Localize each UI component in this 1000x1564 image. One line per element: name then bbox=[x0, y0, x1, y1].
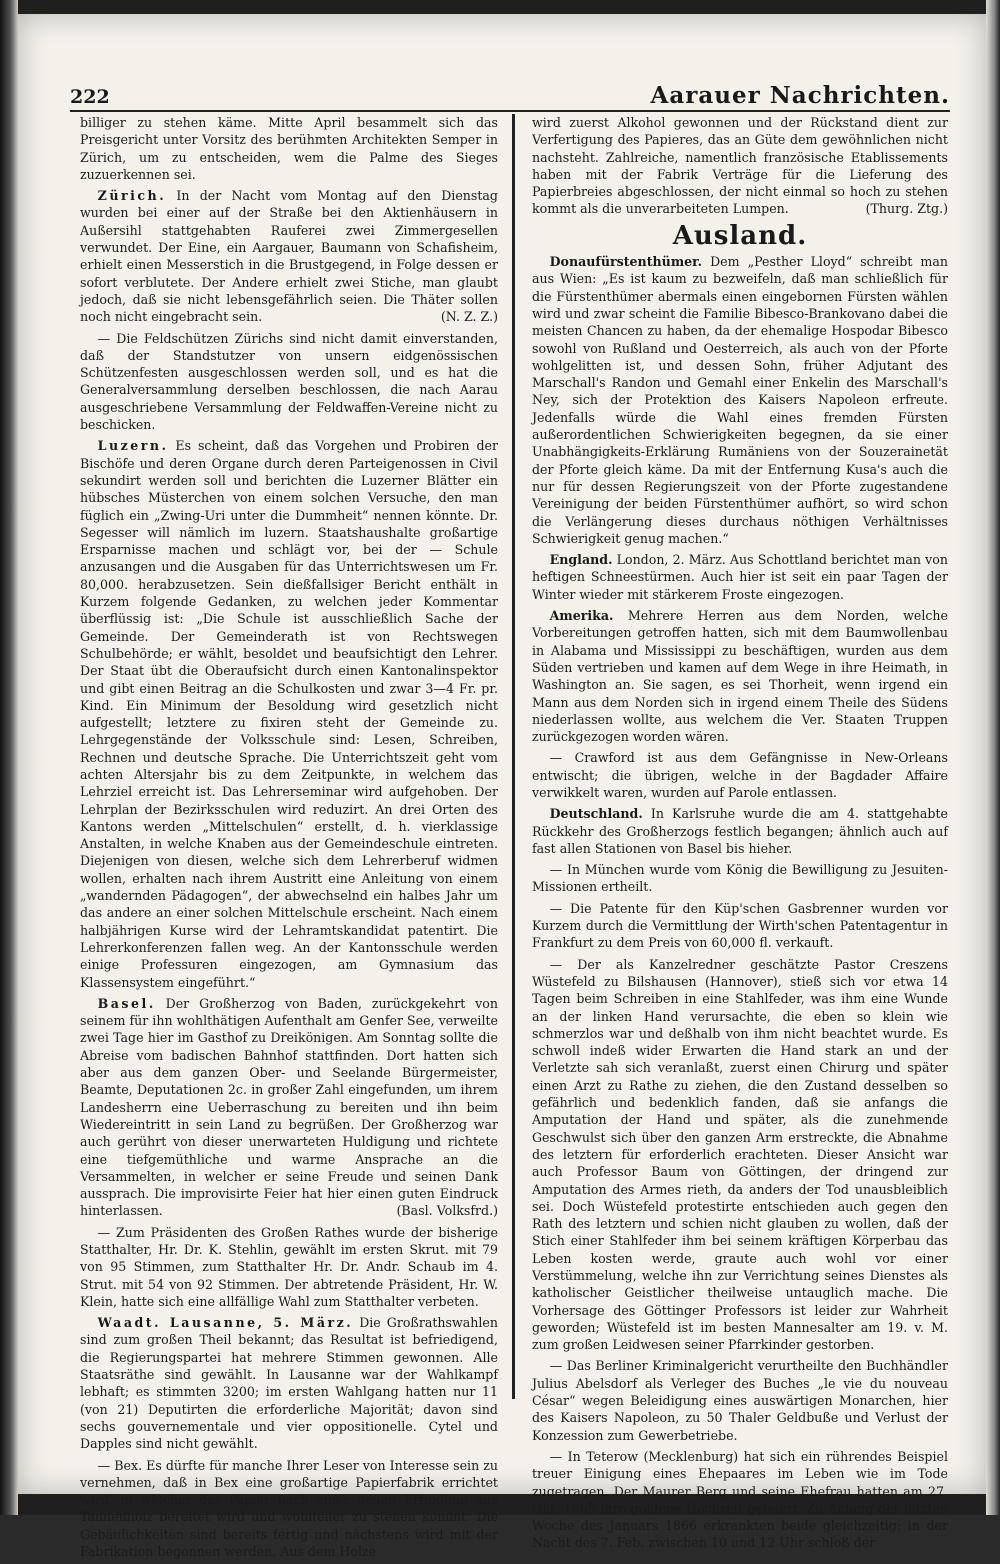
article-kicker: Deutschland. bbox=[549, 806, 643, 822]
article-england bbox=[532, 551, 948, 603]
section-title-ausland: Ausland. bbox=[672, 220, 808, 251]
article-paragraph: — Die Patente für den Küp'schen Gasbrenner wurden vor Kurzem durch die Vermittlung der Wirth'schen Patentagentur in Frankfurt zu dem Preis von 60,000 fl. verkauft. bbox=[532, 900, 948, 951]
left-binding-edge bbox=[0, 0, 18, 1515]
article-text: London, 2. März. Aus Schottland berichtet man von heftigen Schneestürmen. Auch hier ist seit ein paar Tagen der Winter wieder mit stärkerem Froste eingezogen. bbox=[532, 552, 948, 602]
article-paragraph: — Die Feldschützen Zürichs sind nicht damit einverstanden, daß der Standstutzer von unsern eidgenössischen Schützenfesten ausgeschlossen werden soll, und es hat die Generalversammlung derselben beschlossen, die nach Aarau ausgeschriebene Versammlung der Feldwaffen-Vereine nicht zu beschicken. bbox=[80, 330, 498, 433]
article-text: Die Großrathswahlen sind zum großen Theil bekannt; das Resultat ist befriedigend, die Regierungspartei hat mehrere Stimmen gewonnen. Alle Staatsräthe sind gewählt. In Lausanne war der Wahlkampf lebhaft; es stimmten 3200; im ersten Wahlgang hatten nur 11 (von 21) Deputirten die erforderliche Majorität; davon sind sechs gouvernementale und vier oppositionelle. Cytel und Dapples sind nicht gewählt. bbox=[80, 1315, 498, 1452]
article-amerika bbox=[532, 607, 948, 745]
article-kicker: Amerika. bbox=[549, 608, 614, 624]
article-kicker: Donaufürstenthümer. bbox=[549, 254, 703, 270]
article-paragraph: — Bex. Es dürfte für manche Ihrer Leser von Interesse sein zu vernehmen, daß in Bex eine großartige Papierfabrik errichtet wird, in welcher das Papier nach einer neuen Erfindung aus Tannenholz bereitet wird und wohlfeiler zu stehen kommt. Die Gebäulichkeiten sind bereits fertig und nächstens wird mit der Fabrikation begonnen werden. Aus dem Holze bbox=[80, 1457, 498, 1560]
right-column bbox=[532, 114, 948, 1556]
article-source: (N. Z. Z.) bbox=[440, 309, 498, 325]
article-zuerich bbox=[80, 187, 498, 325]
masthead-title: Aarauer Nachrichten. bbox=[650, 82, 950, 109]
article-paragraph: — In München wurde vom König die Bewilligung zu Jesuiten-Missionen ertheilt. bbox=[532, 862, 948, 895]
article-source: (Thurg. Ztg.) bbox=[865, 201, 948, 217]
article-paragraph: — Der als Kanzelredner geschätzte Pastor Creszens Wüstefeld zu Bilshausen (Hannover), stieß sich vor etwa 14 Tagen beim Schreiben in eine Stahlfeder, was ihm eine Wunde an der linken Hand verursachte, die eben so klein wie schmerzlos war und deßhalb von ihm nicht beachtet wurde. Es schwoll indeß wider Erwarten die Hand stark an und der Verletzte sah sich veranlaßt, zuerst einen Chirurg und später einen Arzt zu Rathe zu ziehen, die den Zustand desselben so gefährlich und bedenklich fanden, daß sie anfangs die Amputation der Hand und später, als die zunehmende Geschwulst sich über den ganzen Arm erstreckte, die Abnahme des letztern für erforderlich erachteten. Dieser Ansicht war auch Professor Baum von Göttingen, der dringend zur Amputation des Armes rieth, da anders der Tod unausbleiblich sei. Doch Wüstefeld protestirte entschieden auch gegen den Rath des letztern und schien nicht glauben zu wollen, daß der Stich einer Stahlfeder ihm bei seinem kräftigen Körperbau das Leben kosten werde, graute auch wohl vor einer Verstümmelung, welche ihn zur Verrichtung seines Dienstes als katholischer Geistlicher theilweise untauglich mache. Die Vorhersage des Göttinger Professors ist leider zur Wahrheit geworden; Wüstefeld ist im besten Mannesalter am 19. v. M. zum großen Leidwesen seiner Pfarrkinder gestorben. bbox=[532, 956, 948, 1353]
article-kicker: Waadt. Lausanne, 5. März. bbox=[97, 1315, 354, 1331]
article-kicker: Zürich. bbox=[97, 188, 167, 204]
article-text: Der Großherzog von Baden, zurückgekehrt von seinem für ihn wohlthätigen Aufenthalt am Genfer See, verweilte zwei Tage hier im Gasthof zu Dreikönigen. Am Sonntag sollte die Abreise vom badischen Bahnhof stattfinden. Dort hatten sich aber aus dem ganzen Ober- und Seelande Bürgermeister, Beamte, Deputationen 2c. in großer Zahl eingefunden, um ihrem Landesherrn eine Ueberraschung zu bereiten und ihn beim Wiedereintritt in sein Land zu begrüßen. Der Großherzog war auch gerührt von dieser unerwarteten Huldigung und richtete eine tiefgemüthliche und warme Ansprache an die Versammelten, in welcher er seine Freude und seinen Dank aussprach. Die improvisirte Feier hat hier einen guten Eindruck hinterlassen. bbox=[80, 995, 498, 1219]
article-text: In der Nacht vom Montag auf den Dienstag wurden bei einer auf der Straße bei den Aktienhäusern in Außersihl stattgehabten Rauferei zwei Zimmergesellen verwundet. Der Eine, ein Aargauer, Baumann von Schafisheim, erhielt einen Messerstich in die Brustgegend, in Folge dessen er sofort verblutete. Der Andere erhielt zwei Stiche, man glaubt jedoch, daß sie nicht lebensgefährlich seien. Die Thäter sollen noch nicht eingebracht sein. bbox=[80, 188, 498, 325]
article-waadt bbox=[80, 1314, 498, 1452]
page-number: 222 bbox=[70, 86, 110, 108]
article-donau bbox=[532, 253, 948, 547]
article-text: wird zuerst Alkohol gewonnen und der Rückstand dient zur Verfertigung des Papieres, das an Güte dem gewöhnlichen nicht nachsteht. Zahlreiche, namentlich französische Etablissements haben mit der Fabrik Verträge für die Lieferung des Papierbreies abgeschlossen, der nicht einmal so hoch zu stehen kommt als die unverarbeiteten Lumpen. bbox=[532, 115, 948, 217]
article-paragraph: billiger zu stehen käme. Mitte April besammelt sich das Preisgericht unter Vorsitz des berühmten Architekten Semper in Zürich, um zu entscheiden, wem die Palme des Sieges zuzuerkennen sei. bbox=[80, 115, 498, 182]
article-text: Es scheint, daß das Vorgehen und Probiren der Bischöfe und deren Organe durch deren Parteigenossen in Civil sekundirt werden soll und berichten die Luzerner Blätter ein hübsches Müsterchen von einem solchen Versuche, den man füglich ein „Zwing-Uri unter die Dummheit“ nennen könnte. Dr. Segesser will nämlich im luzern. Staatshaushalte großartige Ersparnisse machen und schlägt vor, bei der — Schule anzusangen und die Ausgaben für das Unterrichtswesen um Fr. 80,000. herabzusetzen. Sein dießfallsiger Bericht enthält in Kurzem folgende Gedanken, zu welchen jeder Kommentar überflüssig ist: „Die Schule ist ausschließlich Sache der Gemeinde. Der Gemeinderath ist von Rechtswegen Schulbehörde; er wählt, besoldet und beaufsichtigt den Lehrer. Der Staat übt die Oberaufsicht durch einen Kantonalinspektor und gibt einen Beitrag an die Schulkosten und zwar 3—4 Fr. pr. Kind. Ein Minimum der Besoldung wird gesetzlich nicht aufgestellt; letztere zu fixiren steht der Gemeinde zu. Lehrgegenstände der Volksschule sind: Lesen, Schreiben, Rechnen und deutsche Sprache. Die Unterrichtszeit geht vom achten Altersjahr bis zu dem Zeitpunkte, in welchem das Lehrziel erreicht ist. Das Lehrerseminar wird aufgehoben. Der Lehrplan der Bezirksschulen wird reduzirt. An drei Orten des Kantons werden „Mittelschulen“ erstellt, d. h. vierklassige Anstalten, in welche Knaben aus der Gemeindeschule eintreten. Diejenigen von diesen, welche sich dem Lehrerberuf widmen wollen, erhalten nach ihrem Austritt eine Anleitung von einem „wandernden Pädagogen“, der abwechselnd ein halbes Jahr um das andere an einer solchen Mittelschule erscheint. Nach einem halbjährigen Kurse wird der Lehramtskandidat patentirt. Die Lehrerkonferenzen fallen weg. An der Kantonsschule werden einige Professuren eingezogen, am Gymnasium das Klassensystem eingeführt.“ bbox=[80, 438, 498, 990]
article-text: Mehrere Herren aus dem Norden, welche Vorbereitungen getroffen hatten, sich mit dem Baumwollenbau in Alabama und Mississippi zu beschäftigen, wurden aus dem Süden vertrieben und kamen auf dem Wege in ihre Heimath, in Washington an. Sie sagen, es sei Thorheit, wenn irgend ein Mann aus dem Norden sich in irgend einem Theile des Südens niederlassen wollte, aus welchem die Ver. Staaten Truppen zurückgezogen worden wären. bbox=[532, 608, 948, 745]
article-kicker: England. bbox=[549, 552, 613, 568]
article-paragraph: — Crawford ist aus dem Gefängnisse in New-Orleans entwischt; die übrigen, welche in der Bagdader Affaire verwikkelt waren, wurden auf Parole entlassen. bbox=[532, 750, 948, 800]
article-source: (Basl. Volksfrd.) bbox=[396, 1203, 498, 1219]
article-deutschland bbox=[532, 805, 948, 857]
article-paragraph: — In Teterow (Mecklenburg) hat sich ein rührendes Beispiel treuer Einigung eines Ehepaares im Leben wie im Tode zugetragen. Der Maurer Berg und seine Ehefrau hatten am 27. Okt. 1865 ihre goldene Hochzeit gefeiert. Zu Anfang der letzten Woche des Januars 1866 erkrankten beide gleichzeitig; in der Nacht des 7. Feb. zwischen 10 und 12 Uhr schloß der bbox=[532, 1448, 948, 1551]
article-paragraph: — Zum Präsidenten des Großen Rathes wurde der bisherige Statthalter, Hr. Dr. K. Stehlin, gewählt im ersten Skrut. mit 79 von 95 Stimmen, zum Statthalter Hr. Dr. Andr. Schaub im 4. Strut. mit 54 von 92 Stimmen. Der abtretende Präsident, Hr. W. Klein, hatte sich eine allfällige Wahl zum Statthalter verbeten. bbox=[80, 1224, 498, 1309]
article-kicker: Luzern. bbox=[97, 438, 169, 454]
article-basel bbox=[80, 995, 498, 1220]
right-page-edge bbox=[986, 0, 1000, 1515]
article-paragraph bbox=[532, 114, 948, 218]
left-column bbox=[80, 114, 498, 1564]
article-paragraph: — Das Berliner Kriminalgericht verurtheilte den Buchhändler Julius Abelsdorf als Verleger des Buches „le vie du nouveau César“ wegen Beleidigung eines auswärtigen Monarchen, hier des Kaisers Napoleon, zu 50 Thaler Geldbuße und Verlust der Konzession zum Gewerbetriebe. bbox=[532, 1358, 948, 1443]
article-luzern bbox=[80, 437, 498, 991]
article-text: Dem „Pesther Lloyd“ schreibt man aus Wien: „Es ist kaum zu bezweifeln, daß man schließlich für die Fürstenthümer abermals einen eingebornen Fürsten wählen wird und zwar scheint die Familie Bibesco-Brankovano dabei die meisten Chancen zu haben, da der ehemalige Hospodar Bibesco sowohl von Rußland und Oesterreich, als auch von der Pforte wohlgelitten ist, und dessen Sohn, früher Adjutant des Marschall's Randon und Gemahl einer Enkelin des Marschall's Ney, sich der Protektion des Kaisers Napoleon erfreute. Jedenfalls würde die Wahl eines fremden Fürsten außerordentlichen Schwierigkeiten begegnen, da sie einer Unabhängigkeits-Erklärung Rumäniens von der Souzerainetät der Pforte gleich käme. Da mit der Entfernung Kusa's auch die nur für dessen Regierungszeit von der Pforte zugestandene Vereinigung der beiden Fürstenthümer aufhört, so wird schon die Verlängerung dieses durchaus nöthigen Verhältnisses Schwierigkeit genug machen.“ bbox=[532, 254, 948, 546]
article-kicker: Basel. bbox=[97, 995, 156, 1011]
page-header bbox=[70, 82, 950, 112]
article-text: In Karlsruhe wurde die am 4. stattgehabte Rückkehr des Großherzogs festlich begangen; ähnlich auch auf fast allen Stationen von Basel bis hieher. bbox=[532, 806, 948, 856]
column-divider bbox=[512, 114, 515, 1399]
